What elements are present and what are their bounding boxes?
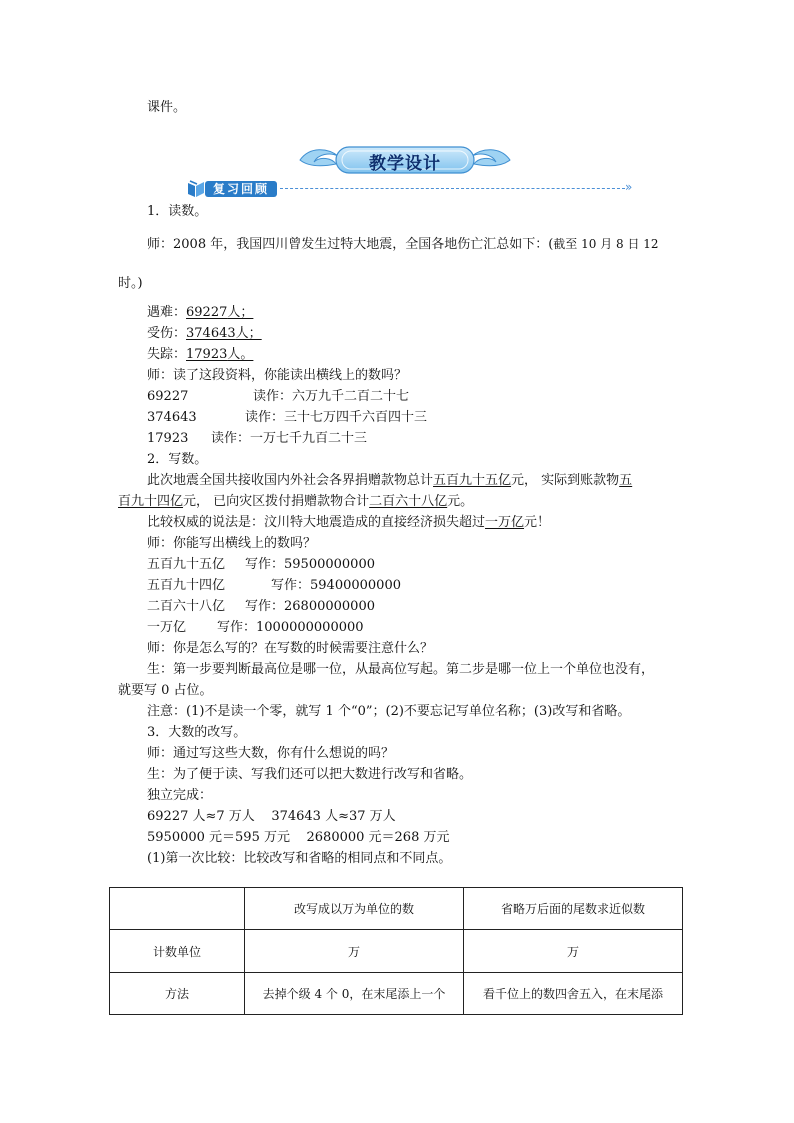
part2-text: 元。 xyxy=(447,494,474,509)
part2-text: 元， 实际到账款物 xyxy=(511,473,620,488)
table-cell: 看千位上的数四舍五入，在末尾添 xyxy=(464,973,683,1015)
casualty-row xyxy=(147,346,253,364)
writing-word: 五百九十五亿 xyxy=(147,557,226,572)
table-cell: 计数单位 xyxy=(110,930,245,973)
underlined-amount: 二百六十八亿 xyxy=(369,494,448,509)
underlined-amount: 一万亿 xyxy=(485,515,525,530)
reading-number: 374643 xyxy=(147,410,197,425)
calc-line-1: 69227 人≈7 万人 374643 人≈37 万人 xyxy=(147,809,396,824)
casualty-value: 374643 xyxy=(186,326,236,341)
table-row xyxy=(110,973,683,1015)
section-banner xyxy=(298,142,512,178)
section-title: 复习回顾 xyxy=(205,181,277,197)
part1-intro-a: 师：2008 年，我国四川曾发生过特大地震，全国各地伤亡汇总如下：( xyxy=(147,237,554,252)
reading-row xyxy=(147,388,409,406)
part2-paragraph xyxy=(147,472,632,490)
section-divider xyxy=(280,188,625,189)
casualty-value: 69227 xyxy=(186,305,228,320)
answer-3-cont: 就要写 0 占位。 xyxy=(118,683,213,698)
part2-text: 此次地震全国共接收国内外社会各界捐赠款物总计 xyxy=(147,473,434,488)
part1-intro-b: 截至 10 月 8 日 12 xyxy=(553,237,659,251)
writing-row xyxy=(147,619,364,637)
writing-row xyxy=(147,577,401,595)
note-text: 注意：(1)不是读一个零，就写 1 个“0”；(2)不要忘记写单位名称；(3)改写和省略。 xyxy=(147,704,631,719)
reading-text: 读作：三十七万四千六百四十三 xyxy=(245,410,428,425)
reading-text: 读作：六万九千二百二十七 xyxy=(253,389,410,404)
table-cell: 万 xyxy=(245,930,464,973)
casualty-unit: 人； xyxy=(235,326,262,341)
comparison-table xyxy=(109,887,683,1015)
reading-row xyxy=(147,430,367,448)
underlined-amount: 五百九十五亿 xyxy=(433,473,512,488)
answer-4: 生：为了便于读、写我们还可以把大数进行改写和省略。 xyxy=(147,767,473,782)
table-cell: 去掉个级 4 个 0，在末尾添上一个 xyxy=(245,973,464,1015)
reading-number: 17923 xyxy=(147,431,189,446)
table-header-cell xyxy=(110,888,245,930)
part1-intro-cont: 时。) xyxy=(118,276,143,291)
question-4: 师：通过写这些大数，你有什么想说的吗？ xyxy=(147,746,395,761)
part2-paragraph-2 xyxy=(147,514,550,532)
writing-word: 二百六十八亿 xyxy=(147,599,226,614)
independent-label: 独立完成： xyxy=(147,788,213,803)
casualty-label: 失踪： xyxy=(147,347,187,362)
compare-heading: (1)第一次比较：比较改写和省略的相同点和不同点。 xyxy=(147,851,452,866)
underlined-amount: 百九十四亿 xyxy=(118,494,184,509)
book-icon xyxy=(185,178,207,200)
writing-text: 写作：1000000000000 xyxy=(217,620,364,635)
writing-text: 写作：59500000000 xyxy=(245,557,375,572)
reading-text: 读作：一万七千九百二十三 xyxy=(211,431,368,446)
casualty-value: 17923 xyxy=(186,347,228,362)
part2-title: 2．写数。 xyxy=(147,452,208,467)
casualty-unit: 人。 xyxy=(227,347,254,362)
question-1: 师：读了这段资料，你能读出横线上的数吗？ xyxy=(147,368,408,383)
reading-row xyxy=(147,409,427,427)
writing-word: 五百九十四亿 xyxy=(147,578,226,593)
reading-number: 69227 xyxy=(147,389,189,404)
table-cell: 万 xyxy=(464,930,683,973)
part2-text: 元， 已向灾区拨付捐赠款物合计 xyxy=(183,494,370,509)
part2-text: 元！ xyxy=(524,515,551,530)
double-arrow-icon: » xyxy=(625,180,633,194)
intro-text: 课件。 xyxy=(147,100,187,115)
question-2: 师：你能写出横线上的数吗？ xyxy=(147,536,317,551)
part1-title: 1．读数。 xyxy=(147,204,208,219)
part2-paragraph-cont xyxy=(118,493,473,511)
casualty-row xyxy=(147,325,262,343)
table-header-cell: 改写成以万为单位的数 xyxy=(245,888,464,930)
writing-word: 一万亿 xyxy=(147,620,187,635)
writing-row xyxy=(147,556,375,574)
writing-text: 写作：59400000000 xyxy=(271,578,401,593)
table-header-row xyxy=(110,888,683,930)
table-header-cell: 省略万后面的尾数求近似数 xyxy=(464,888,683,930)
section-header xyxy=(185,178,645,200)
question-3: 师：你是怎么写的？在写数的时候需要注意什么？ xyxy=(147,641,434,656)
answer-3: 生：第一步要判断最高位是哪一位，从最高位写起。第二步是哪一位上一个单位也没有， xyxy=(147,662,655,677)
casualty-label: 遇难： xyxy=(147,305,187,320)
part1-intro xyxy=(147,235,659,254)
part2-text: 比较权威的说法是：汶川特大地震造成的直接经济损失超过 xyxy=(147,515,486,530)
casualty-label: 受伤： xyxy=(147,326,187,341)
writing-text: 写作：26800000000 xyxy=(245,599,375,614)
table-row xyxy=(110,930,683,973)
casualty-row xyxy=(147,304,253,322)
part3-title: 3．大数的改写。 xyxy=(147,725,247,740)
table-cell: 方法 xyxy=(110,973,245,1015)
underlined-amount: 五 xyxy=(619,473,633,488)
banner-title: 教学设计 xyxy=(369,154,441,174)
calc-line-2: 5950000 元＝595 万元 2680000 元＝268 万元 xyxy=(147,830,450,845)
writing-row xyxy=(147,598,375,616)
casualty-unit: 人； xyxy=(227,305,254,320)
